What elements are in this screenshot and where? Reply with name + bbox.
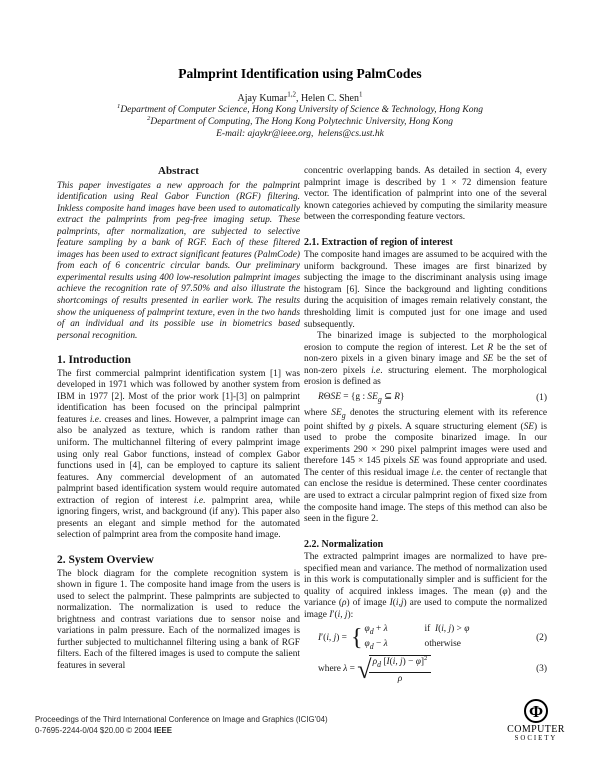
subsection-heading-normalization: 2.2. Normalization [304,538,384,550]
email-line: E-mail: ajaykr@ieee.org, helens@cs.ust.hk [216,129,384,139]
affiliation-1: $^1$Department of Computer Science, Hong Kong University of Science & Technology, Hong Kong [116,102,484,115]
paper-header [0,66,600,140]
logo-text-society: SOCIETY [514,735,558,742]
logo-text-computer: COMPUTER [507,724,565,735]
roi-paragraph-1: The composite hand images are assumed to be acquired with the uniform background. These images are first binarized by subjecting the image to the discriminant analysis using image histogram [6]. Since the background and lighting conditions during the acquisition of images remain relatively constant, the thresholding limit is computed just for one image and used subsequently. [304,250,547,330]
isbn-copyright-line: 0-7695-2244-0/04 $20.00 © 2004 IEEE [35,725,172,735]
continuation-paragraph: concentric overlapping bands. As detailed in section 4, every palmprint image is described by 1 × 72 dimension feature vector. The identification of palmprint into one of the several known categories achieved by computing the similarity measure between the corresponding feature vectors. [304,166,547,223]
equation-3-denominator: ρ [397,673,403,684]
roi-paragraph-3: where $SE_g$ denotes the structuring element with its reference point shifted by g pixels. A square structuring element (SE) is used to probe the composite binarized image. In our experiments 290 × 290 pixel palmprint images were used and therefore 145 × 145 pixels SE was found appropriate and used. The center of this residual image i.e. the center of rectangle that can enclose the residue is determined. These center coordinates are used to extract a circular palmprint region of fixed size from the composite hand image. The steps of this method can also be seen in the figure 2. [304,408,547,525]
proceedings-line: Proceedings of the Third International Conference on Image and Graphics (ICIG'04) [35,715,328,724]
abstract-heading: Abstract [158,166,199,177]
ieee-computer-society-logo [498,699,574,742]
right-column [304,166,547,714]
equation-1-number: (1) [536,392,547,403]
introduction-paragraph: The first commercial palmprint identification system [1] was developed in 1971 which was followed by another system from IBM in 1977 [2]. Most of the prior work [1]-[3] on palmprint identification has been focused on the principal palmprint features i.e. creases and lines. However, a palmprint image can also be analyzed as texture, which is random rather than uniform. The multichannel filtering of every palmprint image using only real Gabor functions, instead of complex Gabor functions used in [4], can be employed to capture its salient features. Any commercial development of an automated palmprint based identification system would require automated extraction of region of interest i.e. palmprint area, while ignoring fingers, wrist, and background (if any). This paper also presents an elegant and simple method for the automated selection of palmprint area from the composite hand image. [57,368,300,541]
subsection-heading-roi: 2.1. Extraction of region of interest [304,236,453,248]
equation-2-body [304,624,536,652]
computer-society-phi-icon: Φ [524,699,548,723]
authors-line: Ajay Kumar$^{1,2}$, Helen C. Shen$^1$ [237,90,363,104]
equation-3-prefix: where [318,664,341,675]
equation-3-numerator: $\rho_d$ [I(i, j) − φ]$^2$ [369,657,432,672]
normalization-paragraph: The extracted palmprint images are normalized to have pre-specified mean and variance. The method of normalization used in this work is computationally simpler and is sufficient for the quality of acquired inkless images. The mean (φ) and the variance (ρ) of image I(i,j) are used to compute the normalized image I′(i, j): [304,552,547,620]
equation-1-body: RΘSE = {g : $SE_g$ ⊆ R} [318,391,405,404]
equation-2-row1-value: $\varphi_d + \lambda$ [364,624,388,637]
section-heading-introduction: 1. Introduction [57,354,131,367]
equation-3-body [304,655,536,685]
equation-2-row2-condition: otherwise [424,638,461,649]
equation-3-number: (3) [536,664,547,675]
left-column [57,166,300,714]
equation-3 [304,655,547,685]
equation-1 [304,392,547,405]
equation-3-lhs: λ = [343,664,355,675]
equation-2-lhs: I′(i, j) = [318,632,347,643]
system-overview-paragraph: The block diagram for the complete recognition system is shown in figure 1. The composite hand image from the users is used to select the palmprint. These palmprints are subjected to normalization. The normalization is used to reduce the brightness and contrast variations due to sensor noise and variations in palm pressure. Each of the normalized images is further subjected to multichannel filtering using a bank of RGF filters. Each of the filtered images is used to compute the salient features in several [57,568,300,671]
abstract-text: This paper investigates a new approach for the palmprint identification using Real Gabor Function (RGF) filtering. Inkless composite hand images have been used to automatically extract the palmprints from peg-free imaging setup. These palmprints, after normalization, are subjected to selective feature sampling by a bank of RGF. Each of these filtered images has been used to extract significant features (PalmCode) from each of 6 concentric circular bands. Our preliminary experimental results using 400 low-resolution palmprint images achieve the recognition rate of 97.50% and also illustrate the shortcomings of results presented in earlier work. The results show the uniqueness of palmprint texture, even in the two hands of an individual and its possible use in biometrics based personal recognition. [57,180,300,341]
equation-2-row2-value: $\varphi_d - \lambda$ [364,638,388,651]
paper-title: Palmprint Identification using PalmCodes [178,66,422,81]
equation-2 [304,624,547,652]
section-heading-system-overview: 2. System Overview [57,553,154,566]
affiliation-2: $^2$Department of Computing, The Hong Kong Polytechnic University, Hong Kong [147,114,453,127]
radical-sign: √ [357,655,372,685]
roi-paragraph-2: The binarized image is subjected to the morphological erosion to compute the region of interest. Let R be the set of non-zero pixels in a given binary image and SE be the set of non-zero pixels i.e. structuring element. The morphological erosion is defined as [304,331,547,388]
cases-brace: { [350,625,363,652]
equation-2-row1-condition: if I(i, j) > φ [424,624,470,635]
equation-2-number: (2) [536,632,547,643]
copyright-footer [35,715,328,736]
